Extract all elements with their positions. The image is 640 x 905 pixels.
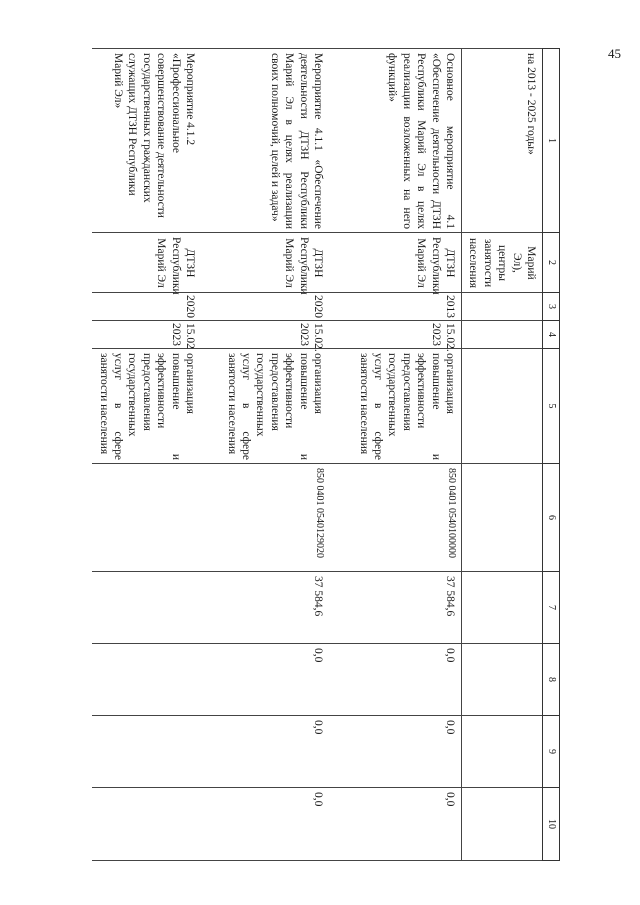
col-header-8: 8 xyxy=(543,644,560,716)
column-number-row xyxy=(543,49,560,861)
value-col7-cell: 37 584,6 xyxy=(329,572,462,644)
end-date-cell: 15.02. 2023 xyxy=(201,321,329,349)
value-col10-cell: 0,0 xyxy=(329,788,462,861)
value-col8-cell xyxy=(92,644,201,716)
executor-cell: ДТЗН Республики Марий Эл xyxy=(201,233,329,293)
table-row xyxy=(92,49,201,861)
executor-cell: ДТЗН Республики Марий Эл xyxy=(329,233,462,293)
value-col9-cell xyxy=(92,716,201,788)
executor-cell: Марий Эл), центры занятости населения xyxy=(462,233,543,293)
end-date-cell: 15.02. 2023 xyxy=(329,321,462,349)
measure-name-cell: на 2013 - 2025 годы» xyxy=(462,49,543,233)
value-col9-cell: 0,0 xyxy=(201,716,329,788)
table-row xyxy=(462,49,543,861)
value-col8-cell: 0,0 xyxy=(329,644,462,716)
value-col7-cell xyxy=(92,572,201,644)
value-col10-cell xyxy=(92,788,201,861)
table-row xyxy=(201,49,329,861)
col-header-3: 3 xyxy=(543,293,560,321)
col-header-6: 6 xyxy=(543,464,560,572)
page-number: 45 xyxy=(608,46,621,61)
result-cell: организация повышение и эффективности предоставления государственных услуг в сфере занятости населения xyxy=(201,349,329,464)
col-header-5: 5 xyxy=(543,349,560,464)
result-cell xyxy=(462,349,543,464)
col-header-10: 10 xyxy=(543,788,560,861)
start-year-cell: 2013 xyxy=(329,293,462,321)
budget-code-cell: 850 0401 0540100000 xyxy=(329,464,462,572)
result-cell: организация повышение и эффективности предоставления государственных услуг в сфере занятости населения xyxy=(92,349,201,464)
start-year-cell xyxy=(462,293,543,321)
executor-cell: ДТЗН Республики Марий Эл xyxy=(92,233,201,293)
measure-name-cell: Мероприятие 4.1.1 «Обеспечение деятельности ДТЗН Республики Марий Эл в целях реализации своих полномочий, целей и задач» xyxy=(201,49,329,233)
value-col9-cell xyxy=(462,716,543,788)
table-row xyxy=(329,49,462,861)
col-header-4: 4 xyxy=(543,321,560,349)
measure-name-cell: Основное мероприятие 4.1 «Обеспечение деятельности ДТЗН Республики Марий Эл в целях реализации возложенных на него функций» xyxy=(329,49,462,233)
col-header-1: 1 xyxy=(543,49,560,233)
end-date-cell xyxy=(462,321,543,349)
value-col7-cell xyxy=(462,572,543,644)
result-cell: организация повышение и эффективности предоставления государственных услуг в сфере занятости населения xyxy=(329,349,462,464)
budget-code-cell xyxy=(92,464,201,572)
start-year-cell: 2020 xyxy=(92,293,201,321)
start-year-cell: 2020 xyxy=(201,293,329,321)
value-col9-cell: 0,0 xyxy=(329,716,462,788)
value-col8-cell: 0,0 xyxy=(201,644,329,716)
col-header-2: 2 xyxy=(543,233,560,293)
end-date-cell: 15.02 2023 xyxy=(92,321,201,349)
program-measures-table xyxy=(92,48,560,861)
col-header-9: 9 xyxy=(543,716,560,788)
value-col7-cell: 37 584,6 xyxy=(201,572,329,644)
budget-code-cell: 850 0401 0540129020 xyxy=(201,464,329,572)
value-col10-cell: 0,0 xyxy=(201,788,329,861)
measure-name-cell: Мероприятие 4.1.2 «Профессиональное совершенствование деятельности государственных гражданских служащих ДТЗН Республики Марий Эл» xyxy=(92,49,201,233)
rotated-table-page xyxy=(97,48,560,860)
col-header-7: 7 xyxy=(543,572,560,644)
budget-code-cell xyxy=(462,464,543,572)
value-col8-cell xyxy=(462,644,543,716)
value-col10-cell xyxy=(462,788,543,861)
